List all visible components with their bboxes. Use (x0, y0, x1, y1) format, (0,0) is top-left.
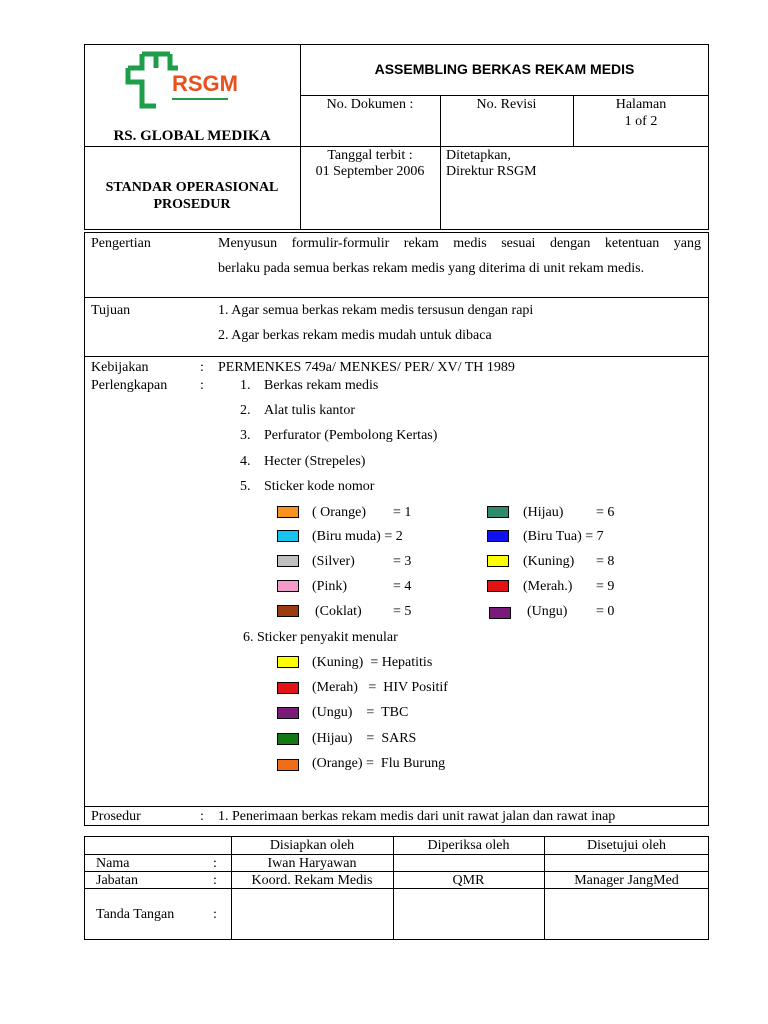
sticker-code: = 4 (393, 579, 412, 594)
perlengkapan-num: 5. (240, 479, 251, 494)
ditetapkan-label: Ditetapkan, (446, 148, 511, 163)
doc-title: ASSEMBLING BERKAS REKAM MEDIS (374, 61, 635, 77)
color-swatch (277, 605, 299, 617)
perlengkapan-item6: 6. Sticker penyakit menular (243, 630, 398, 645)
sticker-label: (Pink) (312, 579, 347, 594)
logo-text: RSGM (172, 71, 238, 96)
color-swatch (277, 656, 299, 668)
tanggal-label: Tanggal terbit : (327, 148, 413, 163)
tujuan-item: 1. Agar semua berkas rekam medis tersusun dengan rapi (218, 303, 534, 318)
perlengkapan-colon: : (200, 378, 204, 393)
perlengkapan-num: 4. (240, 454, 251, 469)
sticker-code: = 9 (596, 579, 615, 594)
no-revisi-label: No. Revisi (476, 97, 537, 112)
sticker-label: (Merah.) (523, 579, 573, 594)
halaman-label: Halaman (615, 97, 667, 112)
color-swatch (277, 733, 299, 745)
halaman-value: 1 of 2 (624, 114, 658, 129)
nama-value: Iwan Haryawan (267, 856, 357, 871)
pengertian-line1: Menyusun formulir-formulir rekam medis sesuai dengan ketentuan yang (218, 236, 701, 251)
sticker-code: = 5 (393, 604, 412, 619)
sop-title-line1: STANDAR OPERASIONAL (105, 180, 279, 195)
col-diperiksa: Diperiksa oleh (427, 838, 510, 853)
jabatan-label: Jabatan (96, 873, 138, 888)
sticker-code: = 8 (596, 554, 615, 569)
sticker-label: (Ungu) (527, 604, 568, 619)
sticker-label: ( Orange) (312, 505, 367, 520)
perlengkapan-item: Alat tulis kantor (264, 403, 355, 418)
sticker-label: (Kuning) (523, 554, 575, 569)
color-swatch (489, 607, 511, 619)
col-disetujui: Disetujui oleh (587, 838, 666, 853)
ttd-label: Tanda Tangan (96, 907, 175, 922)
color-swatch (277, 580, 299, 592)
kebijakan-colon: : (200, 360, 204, 375)
disease-label: (Kuning) = Hepatitis (312, 655, 433, 670)
kebijakan-value: PERMENKES 749a/ MENKES/ PER/ XV/ TH 1989 (218, 360, 515, 375)
tujuan-item: 2. Agar berkas rekam medis mudah untuk dibaca (218, 328, 492, 343)
nama-colon: : (213, 856, 217, 871)
sticker-code: = 6 (596, 505, 615, 520)
ditetapkan-value: Direktur RSGM (446, 164, 537, 179)
tujuan-label: Tujuan (91, 303, 131, 318)
color-swatch (277, 530, 299, 542)
jabatan-diperiksa: QMR (452, 873, 485, 888)
sop-title-line2: PROSEDUR (153, 197, 231, 212)
nama-label: Nama (96, 856, 130, 871)
perlengkapan-item: Perfurator (Pembolong Kertas) (264, 428, 438, 443)
disease-label: (Orange) = Flu Burung (312, 756, 446, 771)
sticker-label: (Biru Tua) = 7 (523, 529, 604, 544)
jabatan-colon: : (213, 873, 217, 888)
color-swatch (277, 555, 299, 567)
color-swatch (277, 707, 299, 719)
color-swatch (487, 580, 509, 592)
no-dokumen-label: No. Dokumen : (326, 97, 414, 112)
sticker-code: = 3 (393, 554, 412, 569)
kebijakan-label: Kebijakan (91, 360, 149, 375)
sticker-label: (Hijau) (523, 505, 564, 520)
prosedur-value: 1. Penerimaan berkas rekam medis dari unit rawat jalan dan rawat inap (218, 809, 616, 824)
perlengkapan-num: 2. (240, 403, 251, 418)
perlengkapan-label: Perlengkapan (91, 378, 168, 393)
pengertian-line2: berlaku pada semua berkas rekam medis yang diterima di unit rekam medis. (218, 261, 645, 276)
ttd-colon: : (213, 907, 217, 922)
color-swatch (277, 682, 299, 694)
disease-label: (Ungu) = TBC (312, 705, 409, 720)
col-disiapkan: Disiapkan oleh (269, 838, 355, 853)
pengertian-label: Pengertian (91, 236, 151, 251)
color-swatch (277, 506, 299, 518)
sticker-label: (Silver) (312, 554, 355, 569)
color-swatch (487, 530, 509, 542)
hospital-name: RS. GLOBAL MEDIKA (113, 128, 271, 144)
jabatan-disiapkan: Koord. Rekam Medis (251, 873, 373, 888)
tanggal-value: 01 September 2006 (315, 164, 425, 179)
prosedur-colon: : (200, 809, 204, 824)
prosedur-label: Prosedur (91, 809, 141, 824)
perlengkapan-num: 3. (240, 428, 251, 443)
sticker-code: = 1 (393, 505, 412, 520)
disease-label: (Hijau) = SARS (312, 731, 417, 746)
sticker-label: (Biru muda) = 2 (312, 529, 403, 544)
perlengkapan-item: Sticker kode nomor (264, 479, 375, 494)
jabatan-disetujui: Manager JangMed (574, 873, 679, 888)
color-swatch (277, 759, 299, 771)
perlengkapan-item: Hecter (Strepeles) (264, 454, 366, 469)
disease-label: (Merah) = HIV Positif (312, 680, 448, 695)
color-swatch (487, 555, 509, 567)
sticker-code: = 0 (596, 604, 615, 619)
sticker-label: (Coklat) (315, 604, 362, 619)
color-swatch (487, 506, 509, 518)
perlengkapan-num: 1. (240, 378, 251, 393)
perlengkapan-item: Berkas rekam medis (264, 378, 379, 393)
